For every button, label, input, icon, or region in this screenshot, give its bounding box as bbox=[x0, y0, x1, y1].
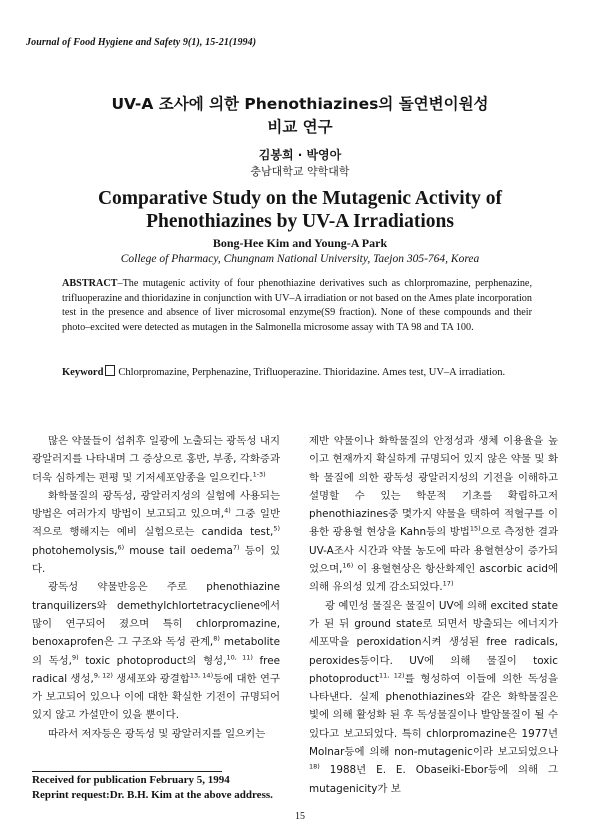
title-english bbox=[0, 187, 600, 233]
keywords bbox=[62, 365, 532, 381]
paragraph bbox=[32, 578, 280, 724]
title-korean bbox=[0, 93, 600, 139]
citation-ref: 18) bbox=[309, 762, 320, 771]
paragraph bbox=[309, 432, 558, 597]
text-run: 등에 대한 연구가 보고되어 있으나 이에 대한 확실한 기전이 규명되어 있지 않고 가설만이 있을 뿐이다. bbox=[32, 672, 280, 722]
body-column-left bbox=[32, 432, 280, 743]
text-run: 화학물질의 광독성, 광알러지성의 실험에 사용되는 방법은 여러가지 방법이 보고되고 있으며, bbox=[32, 489, 280, 521]
text-run: toxic photoproduct의 형성, bbox=[78, 654, 227, 667]
text-run: 으로 측정한 결과 UV-A조사 시간과 약물 농도에 따라 용혈현상이 증가되었으며, bbox=[309, 526, 559, 576]
text-run: 광 예민성 물질은 물질이 UV에 의해 excited state가 된 뒤 ground state로 되면서 방출되는 에너지가 세포막을 peroxidation시켜 생성된 free radicals, peroxides등이다. UV에 의해 물질이 toxic photoproduct bbox=[309, 599, 558, 685]
text-run: 제반 약물이나 화학물질의 안정성과 생체 이용율을 높이고 현재까지 확실하게 규명되어 있지 않은 약물 및 화학 물질에 의한 광독성 광알러지성의 기전을 이해하고 설명할 수 있는 학문적 기초를 확립하고저 phenothiazines중 몇가지 약물을 택하여 적혈구를 이용한 광용혈 현상을 Kahn등의 방법 bbox=[309, 435, 558, 539]
citation-ref: 1-3) bbox=[252, 470, 266, 479]
checkbox-square-icon bbox=[105, 365, 115, 376]
abstract-text: –The mutagenic activity of four phenothiazine derivatives such as chlorpromazine, perphenazine, trifluoperazine and thioridazine in conjunction with UV–A irradiation or not based on the Ames plate incorporation test in the presence and absence of liver microsomal enzyme(S9 fraction). None of these compounds and their photo–excited were detected as mutagen in the Salmonella microsome assay with TA 98 and TA 100. bbox=[62, 278, 532, 333]
abstract-label: ABSTRACT bbox=[62, 278, 118, 289]
text-run: 많은 약물들이 섭취후 일광에 노출되는 광독성 내지 광알러지를 나타내며 그 증상으로 홍반, 부종, 각화증과 더욱 심하게는 편평 및 기저세포암종을 일으킨다. bbox=[32, 435, 280, 484]
citation-ref: 16) bbox=[342, 561, 354, 570]
footnote-divider bbox=[32, 771, 222, 772]
keywords-text: Chlorpromazine, Perphenazine, Trifluoperazine. Thioridazine. Ames test, UV–A irradiation. bbox=[118, 367, 506, 378]
title-korean-line-2: 비교 연구 bbox=[267, 118, 333, 136]
body-column-right bbox=[309, 432, 558, 798]
title-english-line-2: Phenothiazines by UV-A Irradiations bbox=[146, 211, 454, 232]
text-run: 등이 있다. bbox=[32, 544, 280, 576]
text-run: photohemolysis, bbox=[32, 544, 118, 557]
title-english-line-1: Comparative Study on the Mutagenic Activity of bbox=[97, 188, 503, 209]
page-number: 15 bbox=[295, 811, 305, 822]
authors-english: Bong-Hee Kim and Young-A Park bbox=[212, 236, 388, 250]
keywords-label: Keyword bbox=[62, 367, 104, 378]
citation-ref: 17) bbox=[442, 579, 454, 588]
affiliation-korean: 충남대학교 약학대학 bbox=[250, 165, 350, 178]
text-run: 그중 일반적으로 행해지는 예비 실험으로는 candida test, bbox=[32, 508, 280, 539]
text-run: metabolite의 독성, bbox=[32, 636, 280, 667]
citation-ref: 9) bbox=[71, 653, 79, 662]
text-run: mouse tail oedema bbox=[124, 544, 233, 557]
citation-ref: 13, 14) bbox=[189, 671, 214, 680]
text-run: 를 형성하여 이들에 의한 독성을 나타낸다. 실제 phenothiazines와 같은 화학물질은 빛에 의해 활성화 된 후 독성물질이나 발암물질이 될 수 있다고 보고되었다. 특히 chlorpromazine은 1977년 Molnar등에 의해 non-mutagenic이라 보고되었으나 bbox=[309, 672, 558, 759]
citation-ref: 11, 12) bbox=[378, 671, 405, 680]
affiliation-english: College of Pharmacy, Chungnam National University, Taejon 305-764, Korea bbox=[120, 253, 480, 265]
text-run: 생세포와 광결합 bbox=[112, 672, 190, 685]
citation-ref: 15) bbox=[469, 525, 481, 534]
journal-citation: Journal of Food Hygiene and Safety 9(1), 15-21(1994) bbox=[26, 37, 257, 48]
authors-korean: 김봉희 · 박영아 bbox=[258, 148, 342, 162]
abstract bbox=[62, 277, 532, 335]
citation-ref: 7) bbox=[232, 543, 240, 552]
paragraph bbox=[32, 725, 280, 743]
citation-ref: 5) bbox=[273, 525, 280, 534]
citation-ref: 8) bbox=[213, 634, 220, 643]
text-run: 광독성 약물반응은 주로 phenothiazine tranquilizers와 demethylchlortetracycliene에서 많이 연구되어 졌으며 특히 chlorpromazine, benoxaprofen은 그 구조와 독성 관계, bbox=[32, 581, 280, 649]
footnotes bbox=[32, 773, 273, 803]
citation-ref: 10, 11) bbox=[226, 653, 253, 662]
citation-ref: 9, 12) bbox=[93, 671, 113, 680]
text-run: free radical 생성, bbox=[32, 654, 281, 685]
citation-ref: 4) bbox=[224, 506, 231, 515]
paragraph bbox=[309, 597, 558, 798]
text-run: 이 용혈현상은 항산화제인 ascorbic acid에 의해 유의성 있게 감소되었다. bbox=[309, 563, 558, 594]
paragraph bbox=[32, 487, 280, 578]
citation-ref: 6) bbox=[117, 543, 125, 552]
text-run: 1988년 E. E. Obaseiki-Ebor등에 의해 그 mutagenicity가 보 bbox=[309, 764, 558, 795]
paragraph bbox=[32, 432, 280, 487]
footnote-reprint: Reprint request:Dr. B.H. Kim at the above address. bbox=[32, 789, 273, 801]
text-run: 따라서 저자등은 광독성 및 광알러지를 일으키는 bbox=[48, 727, 266, 740]
title-korean-line-1: UV-A 조사에 의한 Phenothiazines의 돌연변이원성 bbox=[111, 95, 489, 113]
footnote-received: Received for publication February 5, 1994 bbox=[32, 774, 230, 786]
